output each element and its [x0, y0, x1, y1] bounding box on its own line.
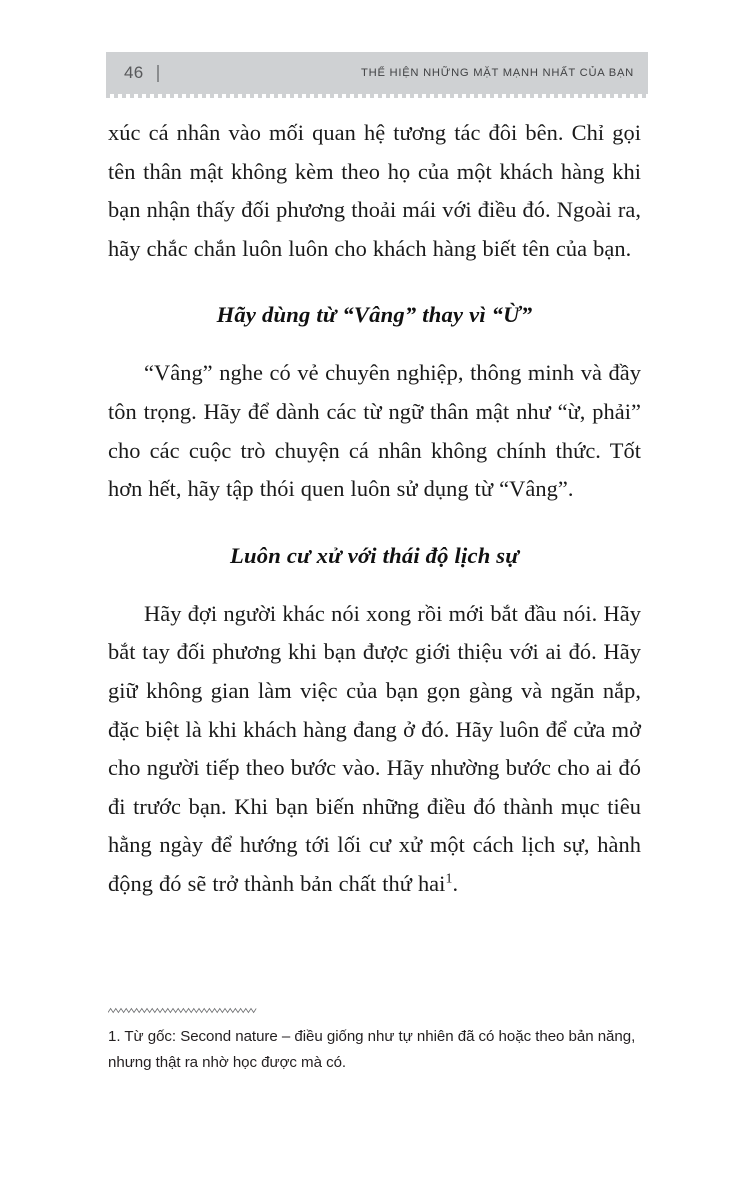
paragraph-vang: “Vâng” nghe có vẻ chuyên nghiệp, thông minh và đầy tôn trọng. Hãy để dành các từ ngữ thân mật như “ừ, phải” cho các cuộc trò chuyện cá nhân không chính thức. Tốt hơn hết, hãy tập thói quen luôn sử dụng từ “Vâng”. — [108, 360, 641, 502]
paragraph-lich-su-tail: . — [452, 870, 459, 896]
running-title: THỂ HIỆN NHỮNG MẶT MẠNH NHẤT CỦA BẠN — [361, 67, 634, 79]
footnote-block — [108, 1006, 648, 1076]
paragraph-lich-su — [108, 595, 641, 904]
paragraph-lich-su-text: Hãy đợi người khác nói xong rồi mới bắt đầu nói. Hãy bắt tay đối phương khi bạn được giới thiệu với ai đó. Hãy giữ không gian làm việc của bạn gọn gàng và ngăn nắp, đặc biệt là khi khách hàng đang ở đó. Hãy luôn để cửa mở cho người tiếp theo bước vào. Hãy nhường bước cho ai đó đi trước bạn. Khi bạn biến những điều đó thành mục tiêu hằng ngày để hướng tới lối cư xử một cách lịch sự, hành động đó sẽ trở thành bản chất thứ hai — [108, 600, 641, 896]
footnote-separator-wavy-icon — [108, 1006, 258, 1015]
spacer — [108, 268, 641, 298]
footnote-reference-marker: 1 — [445, 871, 453, 887]
header-divider — [157, 65, 159, 82]
paragraph-continuation: xúc cá nhân vào mối quan hệ tương tác đôi bên. Chỉ gọi tên thân mật không kèm theo họ của một khách hàng khi bạn nhận thấy đối phương thoải mái với điều đó. Ngoài ra, hãy chắc chắn luôn luôn cho khách hàng biết tên của bạn. — [108, 120, 641, 261]
spacer — [108, 573, 641, 595]
running-header — [106, 52, 648, 94]
spacer — [108, 509, 641, 539]
page-number: 46 — [124, 63, 144, 82]
spacer — [108, 332, 641, 354]
footnote-text: 1. Từ gốc: Second nature – điều giống như tự nhiên đã có hoặc theo bản năng, nhưng thật ra nhờ học được mà có. — [108, 1028, 636, 1071]
section-heading-lich-su: Luôn cư xử với thái độ lịch sự — [229, 542, 520, 568]
text-column — [108, 114, 641, 904]
section-heading-vang: Hãy dùng từ “Vâng” thay vì “Ừ” — [216, 302, 533, 328]
